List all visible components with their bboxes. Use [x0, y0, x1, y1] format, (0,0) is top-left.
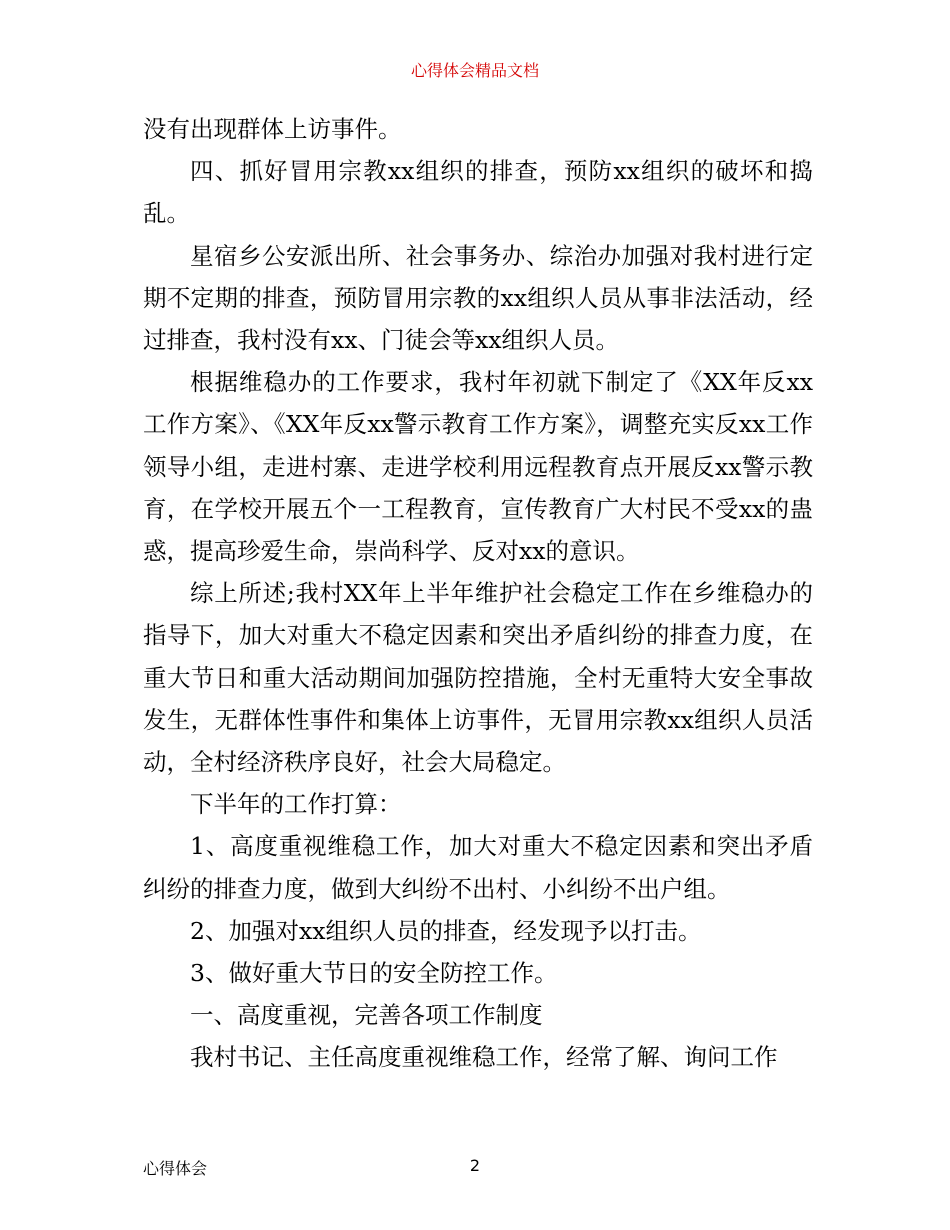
page-number: 2: [469, 1156, 481, 1175]
paragraph-summary: 综上所述;我村XX年上半年维护社会稳定工作在乡维稳办的指导下，加大对重大不稳定因素和突出矛盾纠纷的排查力度，在重大节日和重大活动期间加强防控措施，全村无重特大安全事故发生，无群体性事件和集体上访事件，无冒用宗教xx组织人员活动，全村经济秩序良好，社会大局稳定。: [143, 579, 813, 777]
paragraph-item-2: 2、加强对xx组织人员的排查，经发现予以打击。: [190, 916, 702, 945]
document-body: [143, 108, 813, 1079]
paragraph-section-one-body: 我村书记、主任高度重视维稳工作，经常了解、询问工作: [190, 1043, 778, 1072]
paragraph-section-one-heading: 一、高度重视，完善各项工作制度: [190, 1001, 543, 1030]
paragraph-second-half-plan: 下半年的工作打算：: [190, 790, 402, 819]
paragraph-continuation: 没有出现群体上访事件。: [143, 115, 402, 143]
page-header-title: 心得体会精品文档: [410, 61, 539, 80]
paragraph-item-1: 1、高度重视维稳工作，加大对重大不稳定因素和突出矛盾纠纷的排查力度，做到大纠纷不出村、小纠纷不出户组。: [143, 832, 813, 903]
paragraph-work-plan: 根据维稳办的工作要求，我村年初就下制定了《XX年反xx工作方案》、《XX年反xx警示教育工作方案》，调整充实反xx工作领导小组，走进村寨、走进学校利用远程教育点开展反xx警示教育，在学校开展五个一工程教育，宣传教育广大村民不受xx的蛊惑，提高珍爱生命，崇尚科学、反对xx的意识。: [143, 368, 813, 566]
page-footer-label: 心得体会: [143, 1159, 208, 1178]
paragraph-investigation: 星宿乡公安派出所、社会事务办、综治办加强对我村进行定期不定期的排查，预防冒用宗教的xx组织人员从事非法活动，经过排查，我村没有xx、门徒会等xx组织人员。: [143, 241, 813, 355]
paragraph-section-four-heading: 四、抓好冒用宗教xx组织的排查，预防xx组织的破坏和捣乱。: [143, 157, 813, 228]
paragraph-item-3: 3、做好重大节日的安全防控工作。: [190, 959, 558, 988]
